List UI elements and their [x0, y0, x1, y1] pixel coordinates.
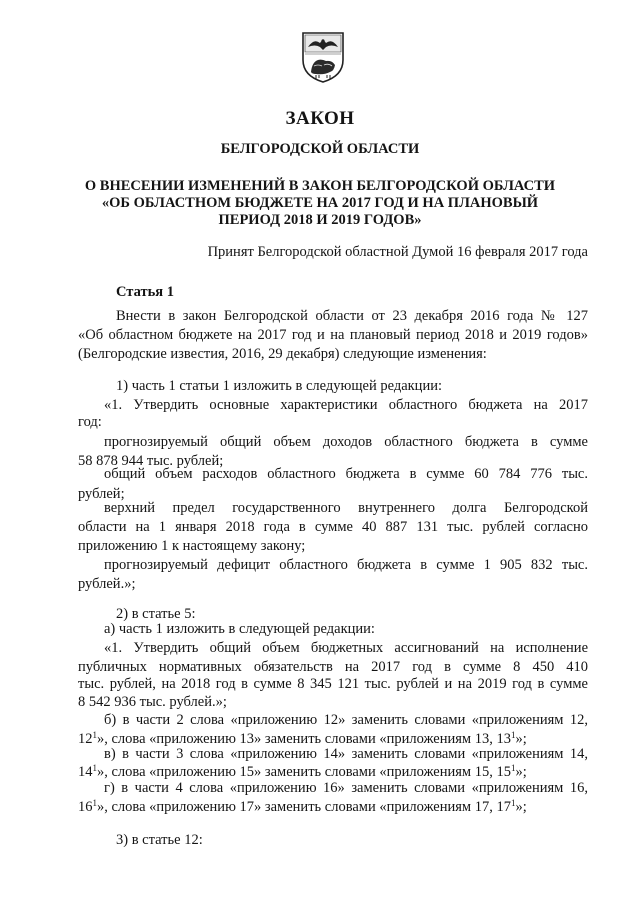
text-line: 3) в статье 12:: [116, 832, 203, 848]
issuer-region: БЕЛГОРОДСКОЙ ОБЛАСТИ: [220, 141, 420, 157]
text-line: тыс. рублей, на 2018 год в сумме 8 345 121 тыс. рублей и на 2019 год в сумме: [78, 676, 588, 692]
text-line: $12^1$», слова «приложению 13» заменить словами «приложениям 13, $13^1$»;: [78, 730, 527, 747]
subject-line: О ВНЕСЕНИИ ИЗМЕНЕНИЙ В ЗАКОН БЕЛГОРОДСКОЙ ОБЛАСТИ: [84, 178, 556, 194]
text-line: прогнозируемый дефицит областного бюджета в сумме 1 905 832 тыс.: [104, 557, 588, 573]
text-line: (Белгородские известия, 2016, 29 декабря) следующие изменения:: [78, 346, 487, 362]
text-line: публичных нормативных обязательств на 2017 год в сумме 8 450 410: [78, 659, 588, 675]
text-line: приложению 1 к настоящему закону;: [78, 538, 306, 554]
text-line: общий объем расходов областного бюджета в сумме 60 784 776 тыс.: [104, 466, 588, 482]
text-line: прогнозируемый общий объем доходов областного бюджета в сумме: [104, 434, 588, 450]
text-line: $16^1$», слова «приложению 17» заменить словами «приложениям 17, $17^1$»;: [78, 798, 527, 815]
text-line: 58 878 944 тыс. рублей;: [78, 453, 224, 469]
text-line: 2) в статье 5:: [116, 606, 196, 622]
text-line: б) в части 2 слова «приложению 12» заменить словами «приложениям 12,: [104, 712, 588, 728]
text-line: $14^1$», слова «приложению 15» заменить словами «приложениям 15, $15^1$»;: [78, 763, 527, 780]
text-line: области на 1 января 2018 года в сумме 40 887 131 тыс. рублей согласно: [78, 519, 588, 535]
document-title: ЗАКОН: [285, 108, 355, 129]
text-line: 8 542 936 тыс. рублей.»;: [78, 694, 227, 710]
text-line: «1. Утвердить основные характеристики областного бюджета на 2017: [104, 397, 588, 413]
law-subject: [0, 178, 640, 229]
text-line: 1) часть 1 статьи 1 изложить в следующей редакции:: [116, 378, 442, 394]
text-line: год:: [78, 414, 102, 430]
subject-line: ПЕРИОД 2018 И 2019 ГОДОВ»: [218, 212, 422, 228]
text-line: в) в части 3 слова «приложению 14» заменить словами «приложениям 14,: [104, 746, 588, 762]
text-line: Внести в закон Белгородской области от 23 декабря 2016 года № 127: [116, 308, 588, 324]
text-line: г) в части 4 слова «приложению 16» заменить словами «приложениям 16,: [104, 780, 588, 796]
text-line: а) часть 1 изложить в следующей редакции:: [104, 621, 375, 637]
text-line: «Об областном бюджете на 2017 год и на плановый период 2018 и 2019 годов»: [78, 327, 588, 343]
text-line: рублей.»;: [78, 576, 136, 592]
coat-of-arms-icon: [300, 30, 346, 84]
subject-line: «ОБ ОБЛАСТНОМ БЮДЖЕТЕ НА 2017 ГОД И НА ПЛАНОВЫЙ: [101, 195, 539, 211]
text-line: «1. Утвердить общий объем бюджетных ассигнований на исполнение: [104, 640, 588, 656]
text-line: верхний предел государственного внутреннего долга Белгородской: [104, 500, 588, 516]
article-heading: Статья 1: [116, 284, 174, 300]
adoption-statement: Принят Белгородской областной Думой 16 февраля 2017 года: [207, 244, 588, 260]
text-line: рублей;: [78, 486, 125, 502]
